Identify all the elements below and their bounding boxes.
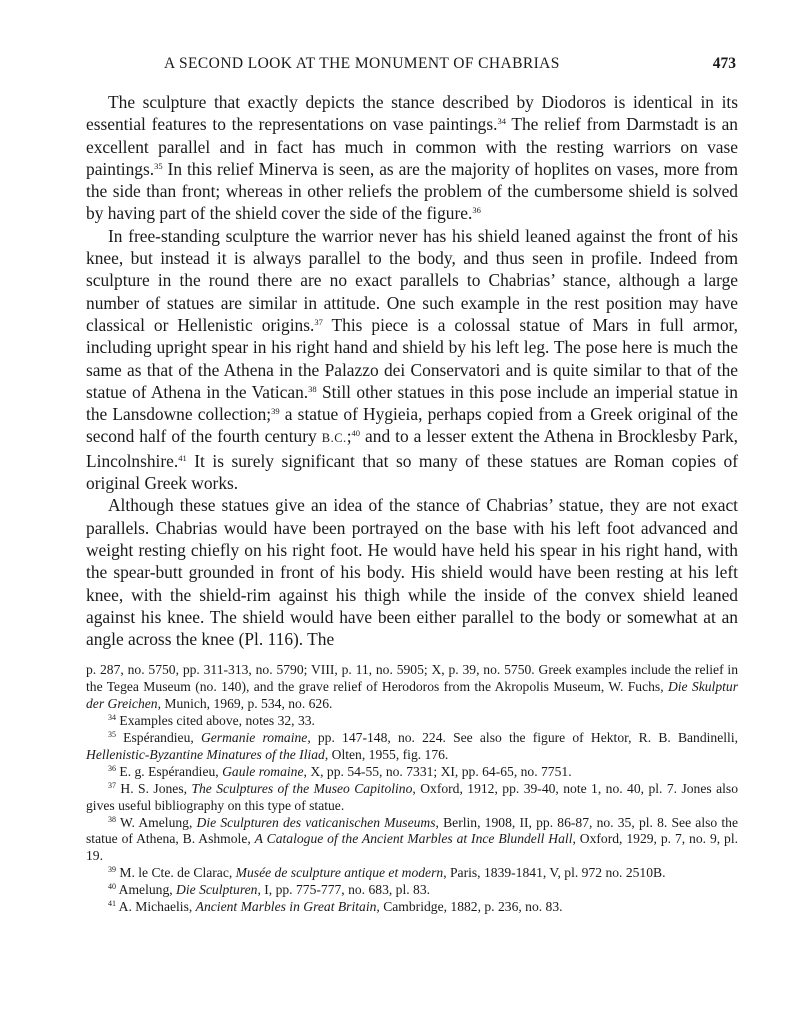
- footnote-number: 35: [108, 730, 116, 740]
- text-run: , Cambridge, 1882, p. 236, no. 83.: [376, 899, 563, 915]
- running-header: [86, 55, 738, 81]
- text-run: H. S. Jones,: [116, 780, 192, 796]
- footnote-40: [86, 882, 738, 899]
- text-run: , Oxford, 1929, p. 7, no. 9, pl. 19.: [86, 831, 739, 864]
- text-run: The relief from Darmstadt is an excellent parallel and in fact has much in common with the resting warriors on vase paintings.: [86, 114, 738, 179]
- paragraph-3: [86, 494, 738, 650]
- era-abbreviation: B.C.: [321, 431, 347, 446]
- text-run: , Berlin, 1908, II, pp. 86-87, no. 35, pl. 8. See also the statue of Athena, B. Ashmole,: [86, 814, 738, 847]
- text-run: In free-standing sculpture the warrior never has his shield leaned against the front of his knee, but instead it is always parallel to the body, and thus seen in profile. Indeed from sculpture in the round there are no exact parallels to Chabrias’ stance, although a large number of statues are similar in attitude. One such example in the rest position may have classical or Hellenistic origins.: [86, 225, 738, 335]
- footnote-number: 37: [108, 780, 116, 790]
- cited-title: Germanie romaine: [200, 730, 308, 746]
- text-run: In this relief Minerva is seen, as are the majority of hoplites on vases, more from the side than front; whereas in other reliefs the problem of the cumbersome shield is solved by having part of the shield cover the side of the figure.: [86, 158, 738, 224]
- footnote-ref-35: 35: [154, 160, 163, 171]
- footnote-34: [86, 713, 738, 730]
- cited-title: Die Skulptur der Greichen: [86, 679, 738, 712]
- footnote-35: [86, 730, 738, 764]
- text-run: , X, pp. 54-55, no. 7331; XI, pp. 64-65, no. 7751.: [303, 763, 572, 779]
- cited-title: Ancient Marbles in Great Britain: [195, 899, 377, 915]
- cited-title: Gaule romaine: [222, 763, 304, 779]
- text-run: , Munich, 1969, p. 534, no. 626.: [157, 696, 333, 712]
- text-run: , Paris, 1839-1841, V, pl. 972 no. 2510B.: [443, 865, 666, 881]
- text-run: Espérandieu,: [116, 730, 201, 746]
- text-run: Amelung,: [116, 882, 177, 898]
- footnote-37: [86, 781, 738, 815]
- footnote-number: 34: [108, 713, 116, 723]
- text-run: It is surely significant that so many of these statues are Roman copies of original Greek works.: [86, 450, 738, 494]
- cited-title: Hellenistic-Byzantine Minatures of the Iliad: [86, 746, 325, 762]
- footnote-39: [86, 865, 738, 882]
- text-run: E. g. Espérandieu,: [116, 763, 223, 779]
- footnote-number: 36: [108, 763, 116, 773]
- footnote-number: 40: [108, 882, 116, 892]
- text-run: Although these statues give an idea of the stance of Chabrias’ statue, they are not exact parallels. Chabrias would have been portrayed on the base with his left foot advanced and weight resting chiefly on his right foot. He would have held his spear in his right hand, with the spear-butt grounded in front of his body. His shield would have been resting at his left knee, with the shield-rim against his thigh while the inside of the convex shield leaned against his knee. The shield would have been either parallel to the body or somewhat at an angle across the knee (Pl. 116). The: [86, 495, 738, 650]
- footnote-number: 38: [108, 814, 116, 824]
- footnote-ref-39: 39: [271, 406, 280, 417]
- cited-title: The Sculptures of the Museo Capitolino: [191, 780, 413, 796]
- cited-title: Musée de sculpture antique et modern: [235, 865, 444, 881]
- text-run: , I, pp. 775-777, no. 683, pl. 83.: [257, 882, 431, 898]
- footnote-number: 41: [108, 899, 116, 909]
- cited-title: Die Sculpturen des vaticanischen Museums: [196, 814, 436, 830]
- footnote-36: [86, 764, 738, 781]
- cited-title: A Catalogue of the Ancient Marbles at Ince Blundell Hall: [254, 831, 573, 847]
- page-number: 473: [712, 55, 736, 72]
- footnote-ref-37: 37: [314, 316, 323, 327]
- page: [86, 55, 738, 916]
- text-run: A. Michaelis,: [116, 899, 196, 915]
- text-run: , Olten, 1955, fig. 176.: [324, 746, 449, 762]
- footnote-ref-38: 38: [308, 383, 317, 394]
- running-title: A SECOND LOOK AT THE MONUMENT OF CHABRIAS: [164, 55, 560, 72]
- footnote-ref-34: 34: [497, 116, 506, 127]
- paragraph-2: [86, 225, 738, 495]
- footnote-ref-40: 40: [351, 428, 361, 439]
- text-run: W. Amelung,: [116, 814, 197, 830]
- footnote-41: [86, 899, 738, 916]
- text-run: Still other statues in this pose include an imperial statue in the Lansdowne collection;: [86, 381, 738, 425]
- paragraph-1: [86, 91, 738, 225]
- footnote-number: 39: [108, 865, 116, 875]
- text-run: ;: [346, 426, 352, 447]
- text-run: p. 287, no. 5750, pp. 311-313, no. 5790; VIII, p. 11, no. 5905; X, p. 39, no. 5750. Greek examples include the relief in the Tegea Museum (no. 140), and the grave relief of Herodoros from the Akropolis Museum, W. Fuchs,: [86, 662, 738, 695]
- text-run: , Oxford, 1912, pp. 39-40, note 1, no. 40, pl. 7. Jones also gives useful bibliography on this type of statue.: [86, 780, 738, 813]
- text-run: The sculpture that exactly depicts the stance described by Diodoros is identical in its essential features to the representations on vase paintings.: [86, 92, 738, 135]
- footnote-ref-41: 41: [178, 452, 187, 463]
- text-run: a statue of Hygieia, perhaps copied from a Greek original of the second half of the fourth century: [86, 404, 738, 447]
- text-run: , pp. 147-148, no. 224. See also the figure of Hektor, R. B. Bandinelli,: [307, 730, 738, 746]
- text-run: This piece is a colossal statue of Mars in full armor, including upright spear in his right hand and shield by his left leg. The pose here is much the same as that of the Athena in the Palazzo dei Conservatori and is quite similar to that of the statue of Athena in the Vatican.: [86, 314, 738, 402]
- cited-title: Die Sculpturen: [176, 882, 258, 898]
- text-run: and to a lesser extent the Athena in Brocklesby Park, Lincolnshire.: [86, 426, 738, 471]
- text-run: Examples cited above, notes 32, 33.: [116, 713, 315, 729]
- footnotes: [86, 662, 738, 916]
- footnote-ref-36: 36: [472, 205, 481, 216]
- footnote-38: [86, 815, 738, 866]
- text-run: M. le Cte. de Clarac,: [116, 865, 236, 881]
- footnote-continuation: [86, 662, 738, 713]
- body-text: [86, 91, 738, 650]
